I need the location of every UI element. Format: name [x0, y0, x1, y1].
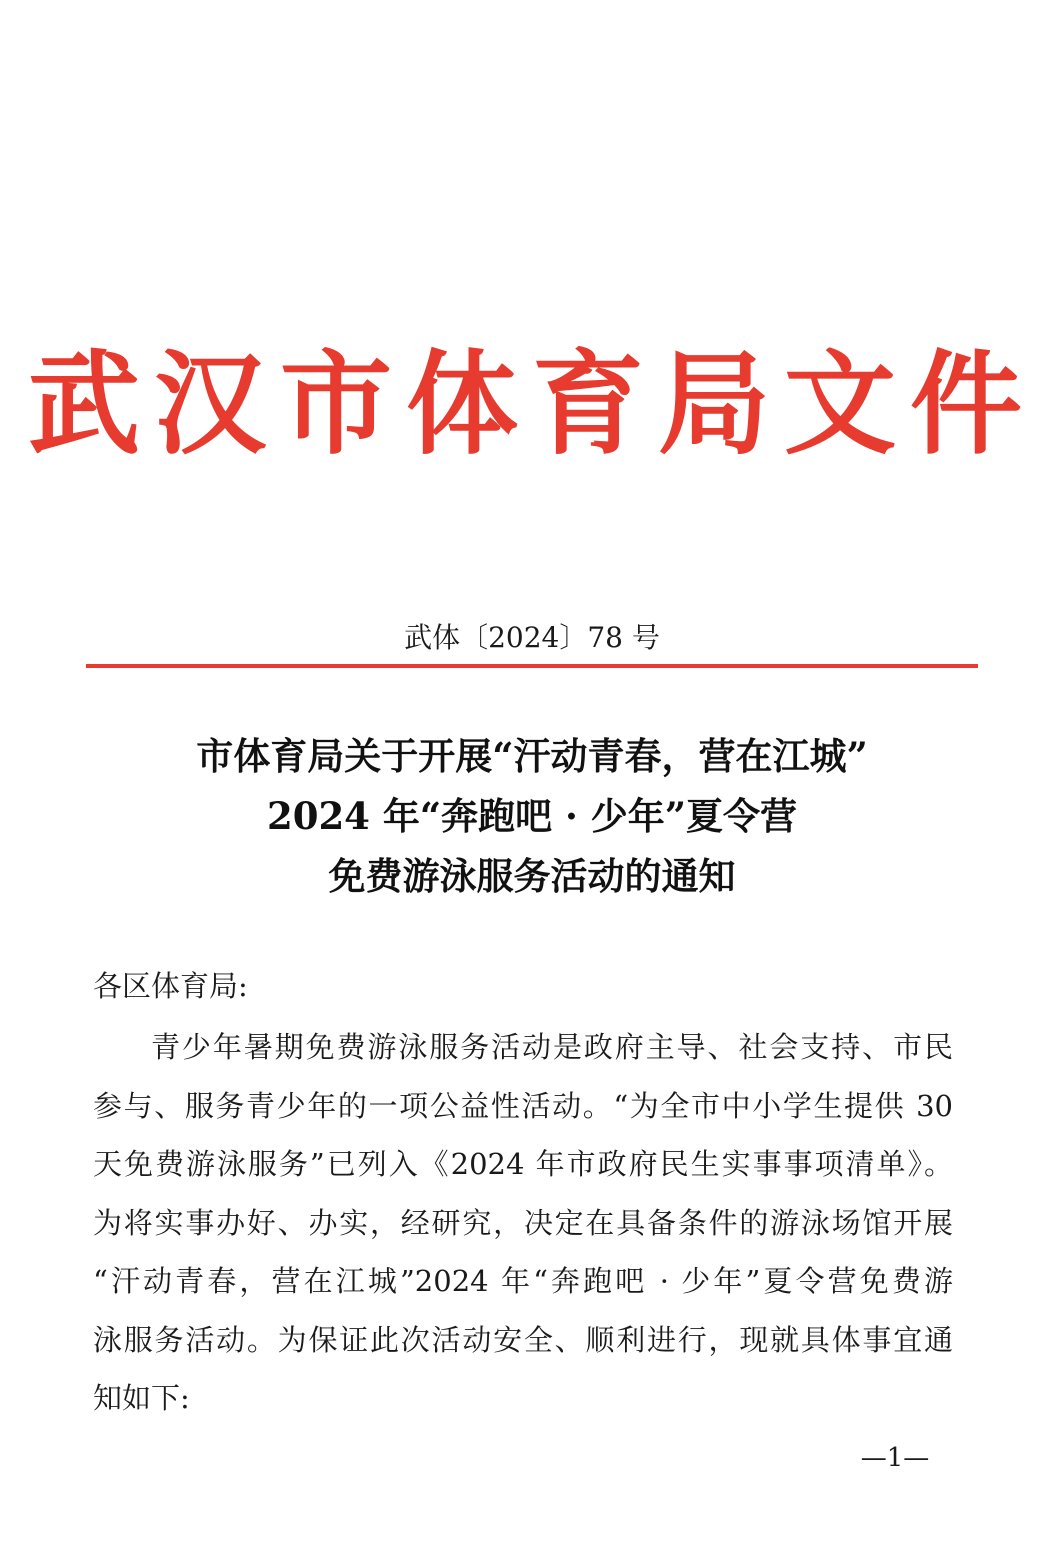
page-number: —1—	[860, 1443, 930, 1473]
salutation: 各区体育局:	[93, 969, 248, 1003]
notice-title-line-2: 2024 年“奔跑吧 · 少年”夏令营	[266, 794, 798, 838]
red-divider	[86, 664, 978, 668]
body-line: 知如下:	[93, 1381, 190, 1415]
body-paragraph	[93, 1018, 953, 1428]
document-masthead: 武汉市体育局文件	[28, 340, 1036, 470]
body-line: 参与、服务青少年的一项公益性活动。“为全市中小学生提供 30	[93, 1088, 953, 1123]
notice-title-line-1: 市体育局关于开展“汗动青春，营在江城”	[196, 734, 868, 778]
document-number: 武体〔2024〕78 号	[404, 621, 660, 654]
notice-title	[60, 726, 1004, 906]
body-line: 为将实事办好、办实，经研究，决定在具备条件的游泳场馆开展	[93, 1205, 953, 1240]
body-line: 青少年暑期免费游泳服务活动是政府主导、社会支持、市民	[151, 1030, 953, 1064]
body-line: 泳服务活动。为保证此次活动安全、顺利进行，现就具体事宜通	[93, 1322, 953, 1357]
body-line: 天免费游泳服务”已列入《2024 年市政府民生实事事项清单》。	[93, 1147, 953, 1181]
notice-title-line-3: 免费游泳服务活动的通知	[328, 854, 736, 898]
body-line: “汗动青春，营在江城”2024 年“奔跑吧 · 少年”夏令营免费游	[93, 1264, 953, 1298]
